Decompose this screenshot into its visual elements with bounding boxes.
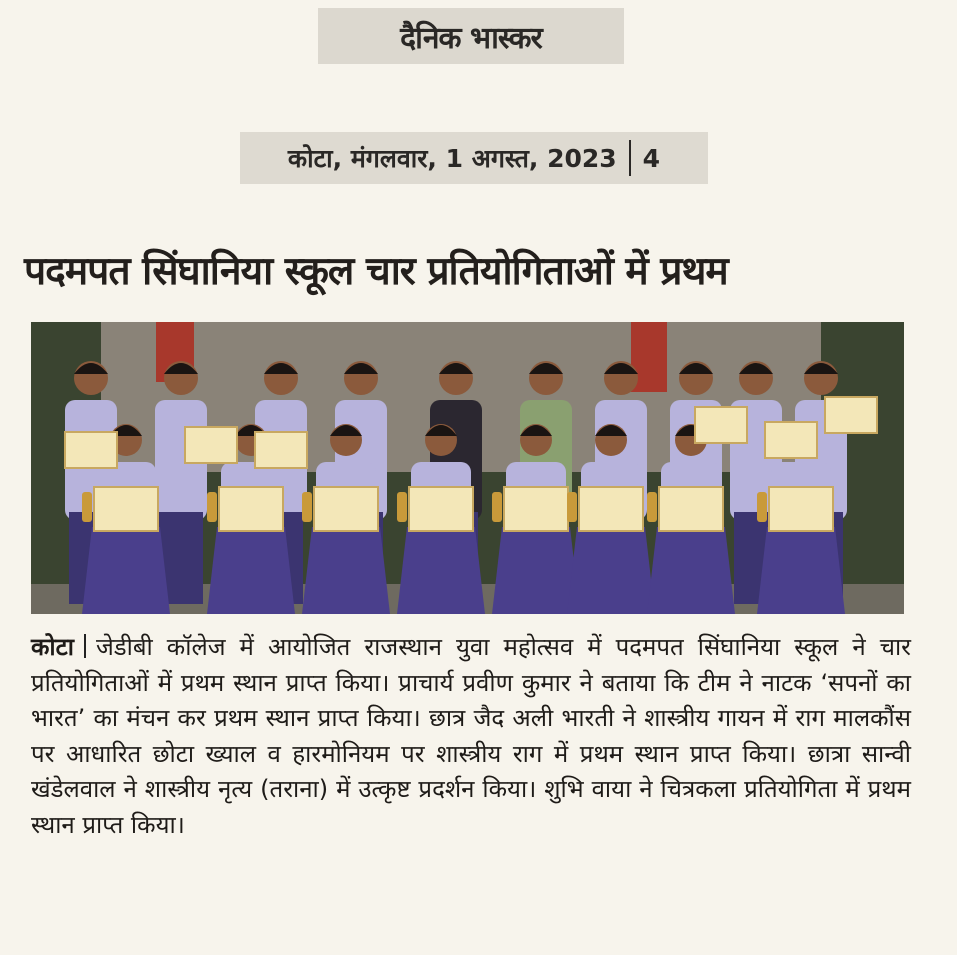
- article-body: [31, 630, 911, 843]
- person-front-2-trophy: [207, 492, 217, 522]
- newspaper-masthead: [318, 8, 624, 64]
- person-front-7-trophy: [647, 492, 657, 522]
- dateline-text: कोटा, मंगलवार, 1 अगस्त, 2023: [287, 144, 617, 173]
- person-front-3-certificate: [314, 487, 378, 531]
- article-body-text: जेडीबी कॉलेज में आयोजित राजस्थान युवा महोत्सव में पदमपत सिंघानिया स्कूल ने चार प्रतियोगिताओं में प्रथम स्थान प्राप्त किया। प्राचार्य प्रवीण कुमार ने बताया कि टीम ने नाटक ‘सपनों का भारत’ का मंचन कर प्रथम स्थान प्राप्त किया। छात्र जैद अली भारती ने शास्त्रीय गायन में राग मालकौंस पर आधारित छोटा ख्याल व हारमोनियम पर शास्त्रीय राग में प्रथम स्थान प्राप्त किया। छात्रा सान्वी खंडेलवाल ने शास्त्रीय नृत्य (तराना) में उत्कृष्ट प्रदर्शन किया। शुभि वाया ने चित्रकला प्रतियोगिता में प्रथम स्थान प्राप्त किया।: [31, 633, 911, 839]
- person-front-4-trophy: [397, 492, 407, 522]
- back-certificate-5: [765, 422, 817, 458]
- person-front-7-certificate: [659, 487, 723, 531]
- person-front-6-skirt: [567, 527, 655, 614]
- back-certificate-6: [825, 397, 877, 433]
- article-headline: पदमपत सिंघानिया स्कूल चार प्रतियोगिताओं में प्रथम: [24, 249, 728, 294]
- group-photo: [31, 322, 904, 614]
- person-front-7-skirt: [647, 527, 735, 614]
- person-front-8-skirt: [757, 527, 845, 614]
- person-front-6-trophy: [567, 492, 577, 522]
- place-separator: [84, 634, 86, 658]
- person-front-6-certificate: [579, 487, 643, 531]
- back-certificate-3: [255, 432, 307, 468]
- person-front-4-certificate: [409, 487, 473, 531]
- person-front-4-skirt: [397, 527, 485, 614]
- dateline: [240, 132, 708, 184]
- person-front-1-skirt: [82, 527, 170, 614]
- person-front-8-trophy: [757, 492, 767, 522]
- person-front-5-skirt: [492, 527, 580, 614]
- back-certificate-2: [185, 427, 237, 463]
- back-certificate-1: [65, 432, 117, 468]
- person-front-8-certificate: [769, 487, 833, 531]
- masthead-title: दैनिक भास्कर: [400, 20, 542, 56]
- person-front-1-trophy: [82, 492, 92, 522]
- person-front-5-certificate: [504, 487, 568, 531]
- person-front-2-skirt: [207, 527, 295, 614]
- article-place: कोटा: [31, 633, 74, 661]
- person-front-3-trophy: [302, 492, 312, 522]
- person-front-1-certificate: [94, 487, 158, 531]
- page-number: 4: [642, 143, 661, 173]
- person-front-2-certificate: [219, 487, 283, 531]
- dateline-separator: [629, 140, 631, 176]
- person-front-3-skirt: [302, 527, 390, 614]
- person-front-5-trophy: [492, 492, 502, 522]
- group-photo-illustration: [31, 322, 904, 614]
- back-certificate-4: [695, 407, 747, 443]
